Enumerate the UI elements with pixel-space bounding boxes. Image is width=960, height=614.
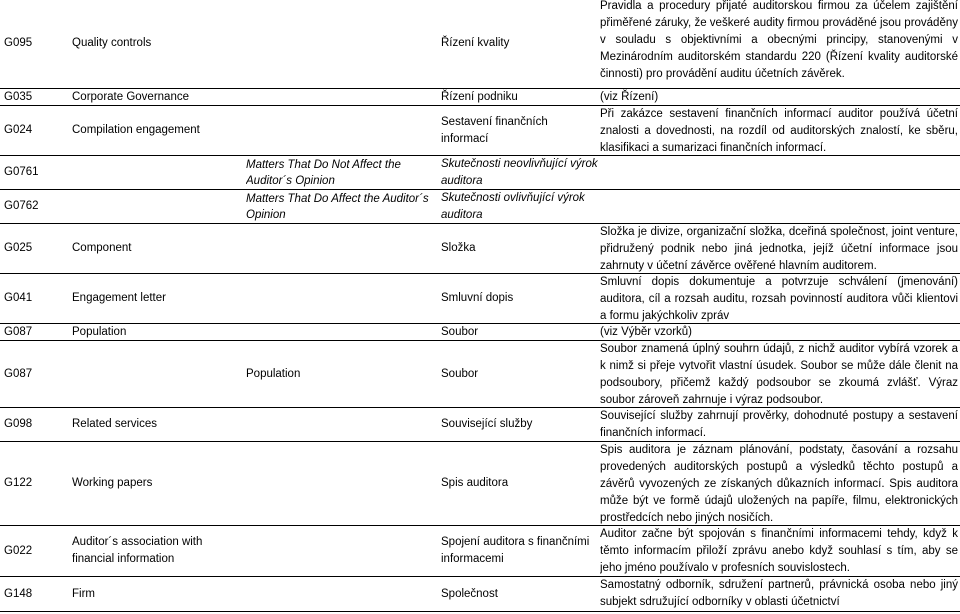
table-row [0,88,960,105]
table-row [0,155,960,189]
term-description: Auditor začne být spojován s finančními informacemi tehdy, když k těmto informacím přiloží zprávu anebo když souhlasí s tím, aby se jeho jméno používalo v profesních souvislostech. [600,528,958,574]
term-english-subitem: Matters That Do Not Affect the Auditor´s Opinion [246,158,401,187]
table-row [0,189,960,223]
term-description: Při zakázce sestavení finančních informací auditor používá účetní znalosti a dovednosti, na rozdíl od auditorských znalostí, ke sběru, klasifikaci a sumarizaci finančních informací. [600,108,958,154]
term-code: G022 [4,544,33,557]
table-row [0,525,960,576]
term-english: Quality controls [72,36,152,49]
term-code: G0761 [4,166,39,178]
term-code: G0762 [4,200,39,212]
term-english: Related services [72,418,158,430]
table-row [0,323,960,340]
term-code: G087 [4,367,33,380]
term-czech: Spis auditora [441,477,509,489]
table-row [0,441,960,525]
term-english: Compilation engagement [72,124,200,136]
table-row [0,576,960,612]
term-czech: Řízení podniku [441,90,518,103]
term-description: Samostatný odborník, sdružení partnerů, právnická osoba nebo jiný subjekt sdružující odborníky v oblasti účetnictví [600,579,958,608]
term-code: G025 [4,242,33,254]
term-description: Složka je divize, organizační složka, dceřiná společnost, joint venture, přidružený podnik nebo jiná jednotka, jejíž účetní informace jsou zahrnuty v účetní závěrce ověřené hlavním auditorem. [600,226,958,272]
term-czech: Společnost [441,587,498,600]
term-description: Soubor znamená úplný souhrn údajů, z nichž auditor vybírá vzorek a k nimž si přeje vytvořit vlastní úsudek. Soubor se může dále členit na podsoubory, přičemž každý podsoubor se zkoumá zvlášť. Výraz soubor zároveň zahrnuje i výraz podsoubor. [600,343,958,406]
term-description: (viz Výběr vzorků) [600,325,693,338]
term-english: Population [72,325,127,338]
term-czech: Skutečnosti ovlivňující výrok auditora [441,191,585,221]
term-code: G035 [4,90,33,103]
term-czech: Související služby [441,418,533,430]
term-code: G087 [4,325,33,338]
term-english: Auditor´s association with financial information [72,536,203,565]
term-code: G148 [4,587,33,600]
term-english: Component [72,242,132,254]
term-code: G098 [4,418,33,430]
term-description: Související služby zahrnují prověrky, dohodnuté postupy a sestavení finančních informací. [600,410,958,439]
table-row [0,0,960,88]
term-czech: Smluvní dopis [441,292,514,304]
table-row [0,340,960,407]
term-czech: Řízení kvality [441,36,510,49]
table-row [0,407,960,441]
term-english-subitem: Population [246,368,301,380]
table-row [0,223,960,273]
table-row [0,105,960,155]
term-english: Corporate Governance [72,90,189,103]
table-row [0,273,960,323]
term-description: Smluvní dopis dokumentuje a potvrzuje schválení (jmenování) auditora, cíl a rozsah auditu, rozsah povinností auditora vůči klientovi a formu jakýchkoliv zpráv [600,276,958,322]
term-english: Working papers [72,477,153,489]
term-english: Firm [72,587,95,600]
term-code: G024 [4,124,33,136]
term-code: G122 [4,477,33,489]
term-english: Engagement letter [72,292,166,304]
term-czech: Sestavení finančních informací [441,115,548,145]
term-description: (viz Řízení) [600,90,659,103]
term-czech: Složka [441,242,476,254]
term-code: G041 [4,292,33,304]
term-czech: Spojení auditora s finančními informacemi [441,536,590,565]
term-czech: Soubor [441,367,479,380]
term-code: G095 [4,36,33,49]
term-description: Pravidla a procedury přijaté auditorskou firmou za účelem zajištění přiměřené záruky, že veškeré audity firmou prováděné jsou prováděny v souladu s objektivními a obecnými principy, stanovenými v Mezinárodním auditorském standardu 220 (Řízení kvality auditorské činnosti) pro provádění auditu účetních závěrek. [600,0,958,80]
term-english-subitem: Matters That Do Affect the Auditor´s Opinion [246,192,429,221]
term-czech: Skutečnosti neovlivňující výrok auditora [441,157,598,187]
term-czech: Soubor [441,325,479,338]
term-description: Spis auditora je záznam plánování, podstaty, časování a rozsahu provedených auditorských postupů a výsledků těchto postupů a závěrů vyvozených ze získaných důkazních informací. Spis auditora může být ve formě údajů uložených na papíře, filmu, elektronických prostředcích nebo jiných nosičích. [600,444,958,524]
